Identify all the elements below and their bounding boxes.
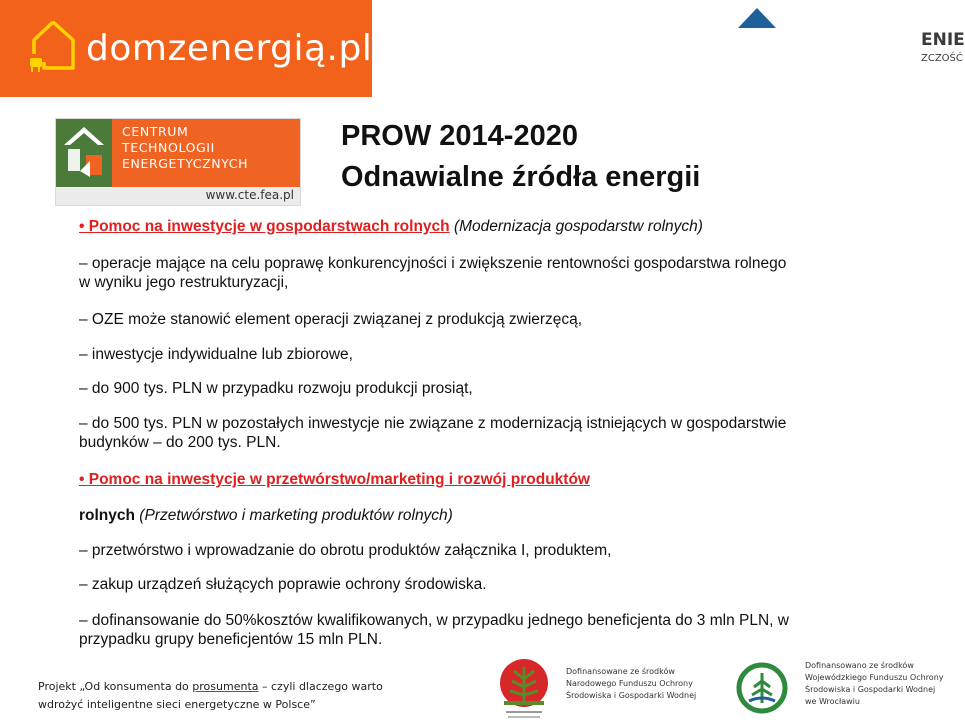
- scroll-up-icon[interactable]: [738, 8, 776, 28]
- paragraph-3: – inwestycje indywidualne lub zbiorowe,: [79, 346, 353, 363]
- section-heading-1-note: (Modernizacja gospodarstw rolnych): [449, 218, 703, 235]
- section-heading-1-text: • Pomoc na inwestycje w gospodarstwach rolnych: [79, 218, 450, 235]
- paragraph-5a: – do 500 tys. PLN w pozostałych inwestycje nie związane z modernizacją istniejących w gospodarstwie: [79, 415, 787, 432]
- brand-banner: [0, 0, 372, 97]
- wfosigw-caption-line2: Wojewódzkiego Funduszu Ochrony: [805, 673, 944, 682]
- brand-name: domzenergią.pl: [86, 28, 373, 69]
- section-heading-2: [79, 470, 590, 489]
- cte-logo-mark: [56, 119, 112, 187]
- paragraph-8b: przypadku grupy beneficjentów 15 mln PLN.: [79, 631, 383, 648]
- paragraph-6: – przetwórstwo i wprowadzanie do obrotu produktów załącznika I, produktem,: [79, 542, 612, 559]
- project-caption-highlight: prosumenta: [192, 680, 259, 693]
- nfosigw-caption-line2: Narodowego Funduszu Ochrony: [566, 679, 693, 688]
- paragraph-1b: w wyniku jego restrukturyzacji,: [79, 274, 289, 291]
- section-heading-2-text: • Pomoc na inwestycje w przetwórstwo/marketing i rozwój produktów: [79, 471, 590, 488]
- slide-title: PROW 2014-2020: [341, 120, 578, 152]
- paragraph-1a: – operacje mające na celu poprawę konkurencyjności i zwiększenie rentowności gospodarstwa rolnego: [79, 255, 787, 272]
- cte-logo: [55, 118, 301, 206]
- paragraph-2: – OZE może stanowić element operacji związanej z produkcją zwierzęcą,: [79, 311, 583, 328]
- project-caption-line1: [38, 678, 383, 696]
- nfosigw-logo-icon: [498, 657, 550, 723]
- header-right-subtext: ZCZOŚĆ: [921, 53, 963, 64]
- section-heading-2-cont: [79, 506, 453, 525]
- wfosigw-caption-line1: Dofinansowano ze środków: [805, 661, 914, 670]
- paragraph-8a: – dofinansowanie do 50%kosztów kwalifikowanych, w przypadku jednego beneficjenta do 3 mln PLN, w: [79, 612, 789, 629]
- paragraph-4: – do 900 tys. PLN w przypadku rozwoju produkcji prosiąt,: [79, 380, 473, 397]
- header-right-text: ENIE: [921, 30, 965, 50]
- nfosigw-caption-line3: Środowiska i Gospodarki Wodnej: [566, 691, 697, 700]
- cte-name-line3: ENERGETYCZNYCH: [122, 156, 249, 171]
- section-heading-2-note: (Przetwórstwo i marketing produktów rolnych): [134, 507, 453, 524]
- cte-logo-name: [122, 124, 248, 172]
- house-plug-icon: [28, 18, 78, 76]
- cte-url[interactable]: www.cte.fea.pl: [205, 188, 294, 202]
- paragraph-7: – zakup urządzeń służących poprawie ochrony środowiska.: [79, 576, 487, 593]
- wfosigw-logo-icon: [735, 661, 789, 715]
- nfosigw-caption: [566, 666, 696, 702]
- project-caption-part3: – czyli dlaczego warto: [258, 680, 383, 693]
- slide-subtitle: Odnawialne źródła energii: [341, 161, 701, 193]
- paragraph-5b: budynków – do 200 tys. PLN.: [79, 434, 281, 451]
- cte-name-line2: TECHNOLOGII: [122, 140, 215, 155]
- project-caption: [38, 678, 383, 714]
- wfosigw-caption-line3: Środowiska i Gospodarki Wodnej: [805, 685, 936, 694]
- section-heading-1: [79, 217, 703, 236]
- project-caption-line2: wdrożyć inteligentne sieci energetyczne w Polsce”: [38, 698, 316, 711]
- wfosigw-caption: [805, 660, 944, 708]
- cte-arrows-icon: [56, 119, 112, 187]
- section-heading-2-bold: rolnych: [79, 507, 135, 524]
- cte-name-line1: CENTRUM: [122, 124, 189, 139]
- nfosigw-caption-line1: Dofinansowane ze środków: [566, 667, 675, 676]
- project-caption-part1: Projekt „Od konsumenta do: [38, 680, 193, 693]
- wfosigw-caption-line4: we Wrocławiu: [805, 697, 860, 706]
